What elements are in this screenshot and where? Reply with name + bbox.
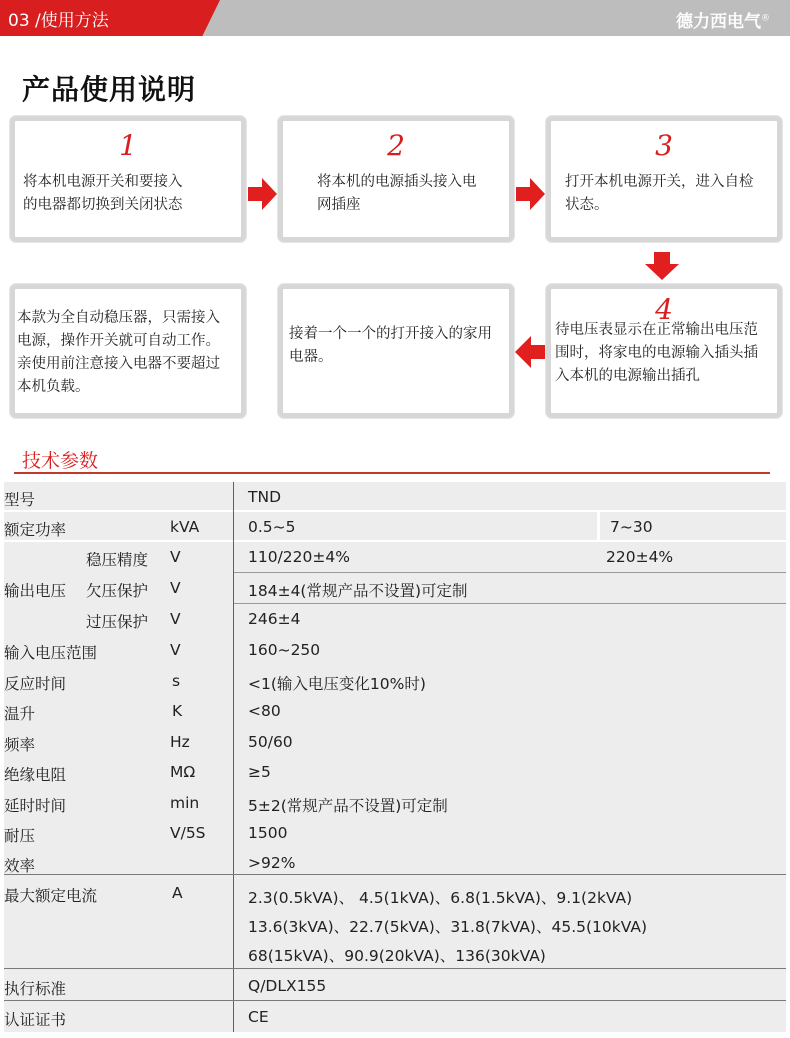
step-text — [17, 307, 239, 399]
step-line: 将本机的电源插头接入电 — [317, 174, 477, 190]
row-value: 7~30 — [610, 518, 653, 536]
row-label: 额定功率 — [4, 521, 67, 539]
row-value: 220±4% — [606, 548, 674, 566]
row-value: >92% — [248, 854, 296, 872]
step-line: 本款为全自动稳压器，只需接入 — [17, 310, 220, 326]
row-label: 稳压精度 — [86, 551, 149, 569]
row-value: CE — [248, 1008, 269, 1026]
row-unit: K — [172, 702, 183, 720]
row-label: 延时时间 — [4, 797, 67, 815]
step-card-1 — [10, 116, 246, 242]
arrow-left-icon — [515, 336, 545, 368]
step-line: 亲使用前注意接入电器不要超过 — [17, 356, 220, 372]
row-unit: min — [170, 794, 200, 812]
divider — [4, 510, 786, 512]
step-line: 围时，将家电的电源输入插头插 — [555, 345, 758, 361]
step-line: 入本机的电源输出插孔 — [555, 368, 700, 384]
row-unit: s — [172, 672, 181, 690]
step-line: 打开本机电源开关，进入自检 — [565, 174, 754, 190]
tech-params-title: 技术参数 — [22, 450, 99, 472]
divider — [234, 603, 786, 604]
row-unit: V — [170, 548, 181, 566]
row-label: 执行标准 — [4, 980, 67, 998]
step-line: 的电器都切换到关闭状态 — [23, 197, 183, 213]
row-unit: V — [170, 641, 181, 659]
row-value: 5±2(常规产品不设置)可定制 — [248, 797, 448, 815]
row-value: 1500 — [248, 824, 288, 842]
step-line: 接着一个一个的打开接入的家用 — [289, 326, 492, 342]
row-unit: MΩ — [170, 763, 196, 781]
row-value: 50/60 — [248, 733, 293, 751]
row-label: 认证证书 — [4, 1011, 67, 1029]
row-unit: V — [170, 579, 181, 597]
row-label: 耐压 — [4, 827, 36, 845]
step-text — [565, 171, 769, 217]
row-label: 频率 — [4, 736, 36, 754]
divider — [234, 572, 786, 573]
row-unit: kVA — [170, 518, 200, 536]
row-label: 型号 — [4, 491, 36, 509]
row-value: 160~250 — [248, 641, 321, 659]
step-text — [23, 171, 233, 217]
row-value: Q/DLX155 — [248, 977, 327, 995]
row-label: 最大额定电流 — [4, 887, 98, 905]
row-unit: V/5S — [170, 824, 206, 842]
row-value: 13.6(3kVA)、22.7(5kVA)、31.8(7kVA)、45.5(10kVA) — [248, 918, 647, 936]
row-value: 184±4(常规产品不设置)可定制 — [248, 582, 468, 600]
row-label: 效率 — [4, 857, 36, 875]
step-text — [555, 319, 775, 388]
step-number: 1 — [119, 129, 137, 162]
row-value: 0.5~5 — [248, 518, 296, 536]
row-label: 输入电压范围 — [4, 644, 98, 662]
step-text — [289, 323, 507, 369]
divider — [4, 968, 786, 969]
row-value: 2.3(0.5kVA)、 4.5(1kVA)、6.8(1.5kVA)、9.1(2kVA) — [248, 889, 633, 907]
page-title: 产品使用说明 — [22, 73, 197, 106]
header-banner — [0, 0, 790, 36]
row-unit: A — [172, 884, 183, 902]
column-divider — [233, 482, 234, 1032]
step-line: 将本机电源开关和要接入 — [23, 174, 183, 190]
step-card-6 — [10, 284, 246, 418]
row-value: 110/220±4% — [248, 548, 350, 566]
divider — [4, 874, 786, 875]
step-card-3 — [546, 116, 782, 242]
divider — [4, 540, 786, 542]
row-label: 绝缘电阻 — [4, 766, 67, 784]
row-unit: Hz — [170, 733, 190, 751]
row-label: 反应时间 — [4, 675, 67, 693]
step-number: 3 — [655, 129, 673, 162]
arrow-right-icon — [248, 178, 278, 210]
step-line: 状态。 — [565, 197, 609, 213]
row-value: <1(输入电压变化10%时) — [248, 675, 426, 693]
row-label: 温升 — [4, 705, 36, 723]
brand-name: 德力西电气® — [676, 12, 770, 32]
step-line: 待电压表显示在正常输出电压范 — [555, 322, 758, 338]
row-unit: V — [170, 610, 181, 628]
arrow-down-icon — [645, 252, 679, 280]
row-value: 246±4 — [248, 610, 301, 628]
step-number: 2 — [387, 129, 405, 162]
row-value: ≥5 — [248, 763, 271, 781]
divider — [597, 512, 600, 542]
step-line: 本机负载。 — [17, 379, 90, 395]
step-card-4 — [546, 284, 782, 418]
row-value: 68(15kVA)、90.9(20kVA)、136(30kVA) — [248, 947, 546, 965]
row-value: <80 — [248, 702, 281, 720]
step-line: 电器。 — [289, 349, 333, 365]
section-label: 03 /使用方法 — [8, 11, 109, 31]
step-card-2 — [278, 116, 514, 242]
step-number: 4 — [655, 293, 673, 326]
divider — [14, 472, 770, 474]
step-line: 网插座 — [317, 197, 361, 213]
step-text — [317, 171, 501, 217]
row-label: 过压保护 — [86, 613, 149, 631]
divider — [4, 1000, 786, 1001]
step-line: 电源，操作开关就可自动工作。 — [17, 333, 220, 349]
row-label: 输出电压 — [4, 582, 67, 600]
row-value: TND — [248, 488, 281, 506]
arrow-right-icon — [516, 178, 546, 210]
row-label: 欠压保护 — [86, 582, 149, 600]
step-card-5 — [278, 284, 514, 418]
